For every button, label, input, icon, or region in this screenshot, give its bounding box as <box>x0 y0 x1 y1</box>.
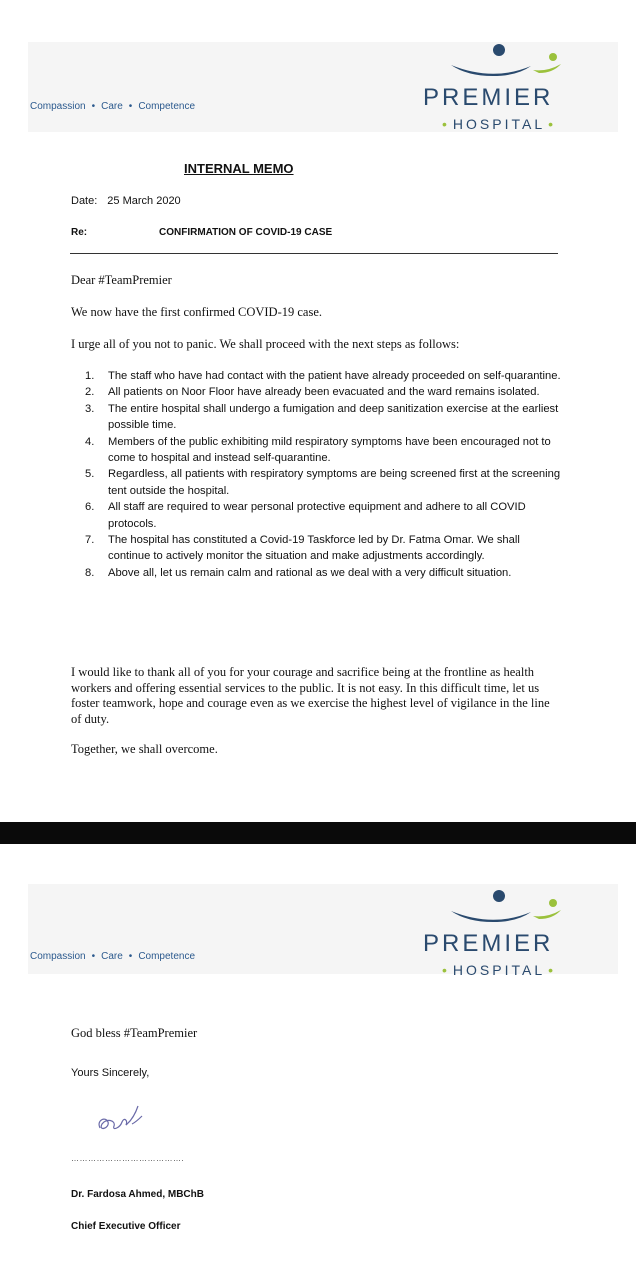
signer-title: Chief Executive Officer <box>71 1221 181 1232</box>
urge-paragraph: I urge all of you not to panic. We shall proceed with the next steps as follows: <box>71 337 460 351</box>
date-value: 25 March 2020 <box>107 195 181 207</box>
logo-figure-icon <box>443 40 563 84</box>
logo-subtitle: • HOSPITAL • <box>442 116 557 132</box>
signature-line: …………………………………. <box>71 1154 185 1163</box>
hospital-logo <box>423 886 593 976</box>
thanks-paragraph: I would like to thank all of you for your courage and sacrifice being at the frontline as health workers and offering essential services to the public. It is not easy. In this difficult time, let us foster teamwork, hope and courage even as we exercise the highest level of vigilance in the line of duty. <box>71 665 550 726</box>
memo-date <box>71 195 181 207</box>
steps-list <box>85 368 565 581</box>
list-item: 1. The staff who have had contact with the patient have already proceeded on self-quarantine. <box>85 370 561 382</box>
list-item: 7. The hospital has constituted a Covid-19 Taskforce led by Dr. Fatma Omar. We shall continue to actively monitor the situation and make adjustments accordingly. <box>85 534 520 563</box>
letterhead-tagline: Compassion • Care • Competence <box>30 101 196 112</box>
letterhead-tagline: Compassion • Care • Competence <box>30 951 196 962</box>
closing-line: Together, we shall overcome. <box>71 742 218 756</box>
memo-page-2 <box>0 844 636 1280</box>
signer-name: Dr. Fardosa Ahmed, MBChB <box>71 1189 204 1200</box>
memo-title: INTERNAL MEMO <box>184 161 294 176</box>
logo-subtitle: • HOSPITAL • <box>442 962 557 978</box>
logo-name: PREMIER <box>423 930 554 957</box>
announcement-paragraph: We now have the first confirmed COVID-19 case. <box>71 305 322 319</box>
sign-off: Yours Sincerely, <box>71 1067 150 1079</box>
list-item: 2. All patients on Noor Floor have already been evacuated and the ward remains isolated. <box>85 386 540 399</box>
date-label: Date: <box>71 195 98 207</box>
logo-name: PREMIER <box>423 84 554 111</box>
list-item: 4. Members of the public exhibiting mild respiratory symptoms have been encouraged not to come to hospital and instead self-quarantine. <box>85 435 551 465</box>
logo-figure-icon <box>443 886 563 930</box>
hospital-logo <box>423 40 593 130</box>
handwritten-signature-icon <box>92 1098 152 1138</box>
list-item: 3. The entire hospital shall undergo a fumigation and deep sanitization exercise at the earliest possible time. <box>85 402 559 432</box>
subject-divider <box>70 253 558 254</box>
re-label: Re: <box>71 227 88 238</box>
list-item: 8. Above all, let us remain calm and rational as we deal with a very difficult situation. <box>85 566 512 579</box>
salutation: Dear #TeamPremier <box>71 273 172 287</box>
re-subject: CONFIRMATION OF COVID-19 CASE <box>159 227 333 238</box>
list-item: 5. Regardless, all patients with respiratory symptoms are being screened first at the screening tent outside the hospital. <box>85 468 561 497</box>
list-item: 6. All staff are required to wear personal protective equipment and adhere to all COVID protocols. <box>85 501 526 530</box>
blessing-line: God bless #TeamPremier <box>71 1026 198 1040</box>
page-separator <box>0 822 636 844</box>
